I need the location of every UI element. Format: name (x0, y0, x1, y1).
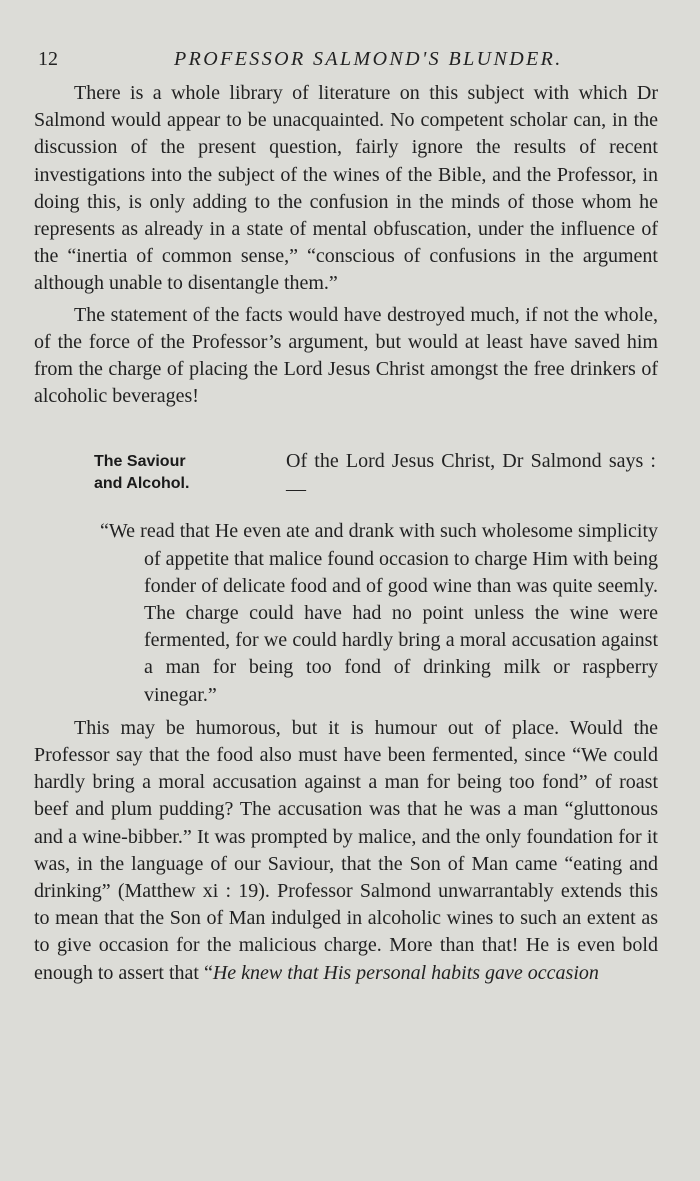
sidenote-text: Of the Lord Jesus Christ, Dr Salmond says : — (286, 450, 656, 500)
paragraph-3-italic-quote: He knew that His personal habits gave occasion (212, 961, 599, 984)
paragraph-1: There is a whole library of literature on this subject with which Dr Salmond would appear to be unacquainted. No competent scholar can, in the discussion of the present question, fairly ignore the results of recent investigations into the subject of the wines of the Bible, and the Professor, in doing this, is only adding to the confusion in the minds of those whom he represents as already in a state of mental obfuscation, under the influence of the “inertia of common sense,” “conscious of confusions in the argument although unable to disentangle them.” (34, 82, 658, 295)
body-text (34, 80, 658, 987)
running-header (38, 44, 660, 74)
block-quote: “We read that He even ate and drank with such wholesome simplicity of appetite that malice found occasion to charge Him with being fonder of delicate food and of good wine than was quite seemly. The charge could have had no point unless the wine were fermented, for we could hardly bring a moral accusation against a man for being too fond of drinking milk or raspberry vinegar.” (100, 520, 658, 706)
sidenote-label-line-2: and Alcohol. (94, 475, 190, 493)
paragraph-2: The statement of the facts would have destroyed much, if not the whole, of the force of the Professor’s argument, but would at least have saved him from the charge of placing the Lord Jesus Christ amongst the free drinkers of alcoholic beverages! (34, 303, 658, 408)
paragraph-3 (34, 715, 658, 987)
paragraph-3-text: This may be humorous, but it is humour out of place. Would the Professor say that the food also must have been fermented, since “We could hardly bring a moral accusation against a man for being too fond” of roast beef and plum pudding? The accusation was that he was a man “gluttonous and a wine-bibber.” It was prompted by malice, and the only foundation for it was, in the language of our Saviour, that the Son of Man came “eating and drinking” (Matthew xi : 19). Professor Salmond unwarrantably extends this to mean that the Son of Man indulged in alcoholic wines to such an extent as to give occasion for the malicious charge. More than that! He is even bold enough to assert that “ (34, 716, 658, 984)
sidenote-label-line-1: The Saviour (94, 453, 186, 471)
page-number: 12 (38, 48, 58, 70)
running-title: PROFESSOR SALMOND'S BLUNDER. (174, 48, 563, 70)
sidenote-label (94, 451, 189, 495)
sidenote-block (34, 448, 658, 510)
